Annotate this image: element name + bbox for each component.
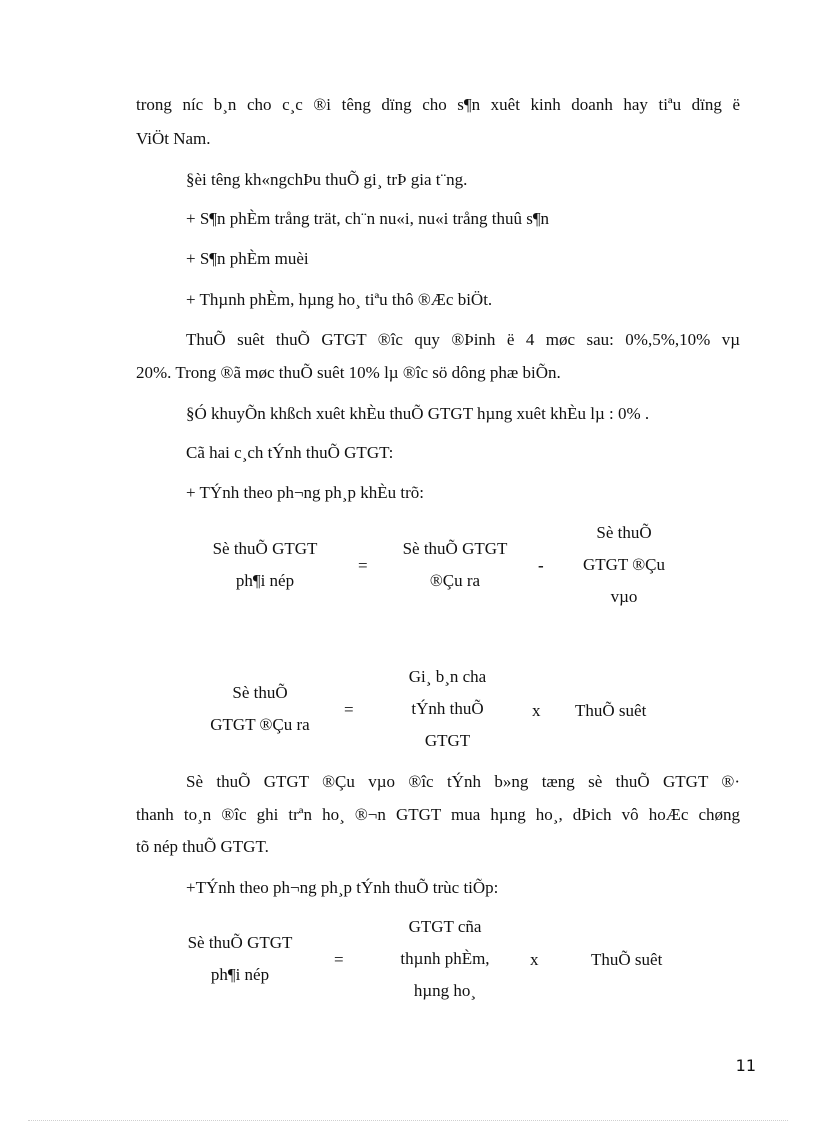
formula-2-term-price-line-3: GTGT <box>424 731 471 750</box>
list-item-salt: + S¶n phÈm muèi <box>186 249 309 268</box>
formula-2-term-price <box>385 661 510 757</box>
paragraph-1-line-2: ViÖt Nam. <box>136 129 211 148</box>
page-number: 11 <box>735 1056 756 1075</box>
formula-3-lhs <box>165 927 315 991</box>
paragraph-rates-line-1: ThuÕ suêt thuÕ GTGT ®îc quy ®Þinh ë 4 møc sau: 0%,5%,10% vµ <box>186 330 740 349</box>
formula-2-lhs-line-2: GTGT ®Çu ra <box>210 715 310 734</box>
formula-1-term-output-line-1: Sè thuÕ GTGT <box>402 539 508 558</box>
formula-1-term-input-line-1: Sè thuÕ <box>596 523 652 542</box>
formula-1-equals: = <box>358 556 368 575</box>
formula-2-lhs <box>195 677 325 741</box>
formula-3-times: x <box>530 950 539 969</box>
formula-3-lhs-line-1: Sè thuÕ GTGT <box>187 933 293 952</box>
method-deduction-heading: + TÝnh theo ph¬ng ph¸p khÈu trõ: <box>186 483 424 502</box>
paragraph-two-methods: Cã hai c¸ch tÝnh thuÕ GTGT: <box>186 443 394 462</box>
paragraph-exempt-heading: §èi têng kh«ngchÞu thuÕ gi¸ trÞ gia t¨ng. <box>186 170 468 189</box>
paragraph-input-tax-line-1: Sè thuÕ GTGT ®Çu vµo ®îc tÝnh b»ng tæng sè thuÕ GTGT ®· <box>186 772 740 791</box>
formula-1-term-output-line-2: ®Çu ra <box>429 571 481 590</box>
list-item-agriculture: + S¶n phÈm trång trät, ch¨n nu«i, nu«i trång thuû s¶n <box>186 209 550 228</box>
formula-2-equals: = <box>344 700 354 719</box>
formula-1-term-input-line-3: vµo <box>610 587 638 606</box>
formula-3-term-value-added-line-3: hµng ho¸ <box>413 981 477 1000</box>
formula-3-term-value-added-line-2: thµnh phÈm, <box>400 949 490 968</box>
method-direct-heading: +TÝnh theo ph¬ng ph¸p tÝnh thuÕ trùc tiÕp: <box>186 878 499 897</box>
formula-2-term-price-line-1: Gi¸ b¸n cha <box>408 667 487 686</box>
formula-3-term-value-added-line-1: GTGT cña <box>408 917 482 936</box>
formula-1-lhs-line-1: Sè thuÕ GTGT <box>212 539 318 558</box>
formula-3-term-value-added <box>385 911 505 1007</box>
formula-1-lhs-line-2: ph¶i nép <box>235 571 295 590</box>
formula-3-term-rate: ThuÕ suêt <box>591 950 663 969</box>
formula-1-term-input-line-2: GTGT ®Çu <box>582 555 666 574</box>
formula-3-equals: = <box>334 950 344 969</box>
formula-1-term-output <box>380 533 530 597</box>
paragraph-input-tax-line-3: tõ nép thuÕ GTGT. <box>136 837 269 856</box>
formula-2-times: x <box>532 701 541 720</box>
footer-divider <box>28 1120 788 1121</box>
paragraph-1-line-1: trong níc b¸n cho c¸c ®i têng dïng cho s¶n xuêt kinh doanh hay tiªu dïng ë <box>136 95 740 114</box>
paragraph-rates-line-2: 20%. Trong ®ã møc thuÕ suêt 10% lµ ®îc sö dông phæ biÕn. <box>136 363 561 382</box>
paragraph-input-tax-line-2: thanh to¸n ®îc ghi trªn ho¸ ®¬n GTGT mua hµng ho¸, dÞich vô hoÆc chøng <box>136 805 740 824</box>
formula-2-term-rate: ThuÕ suêt <box>575 701 647 720</box>
formula-1-term-input <box>564 517 684 613</box>
formula-2-term-price-line-2: tÝnh thuÕ <box>411 699 484 718</box>
formula-1-lhs <box>190 533 340 597</box>
formula-1-minus: - <box>538 556 544 575</box>
paragraph-export-rate: §Ó khuyÕn khßch xuêt khÈu thuÕ GTGT hµng xuêt khÈu lµ : 0% . <box>186 404 650 423</box>
formula-3-lhs-line-2: ph¶i nép <box>210 965 270 984</box>
formula-2-lhs-line-1: Sè thuÕ <box>232 683 288 702</box>
list-item-special-consumption: + Thµnh phÈm, hµng ho¸ tiªu thô ®Æc biÖt. <box>186 290 493 309</box>
